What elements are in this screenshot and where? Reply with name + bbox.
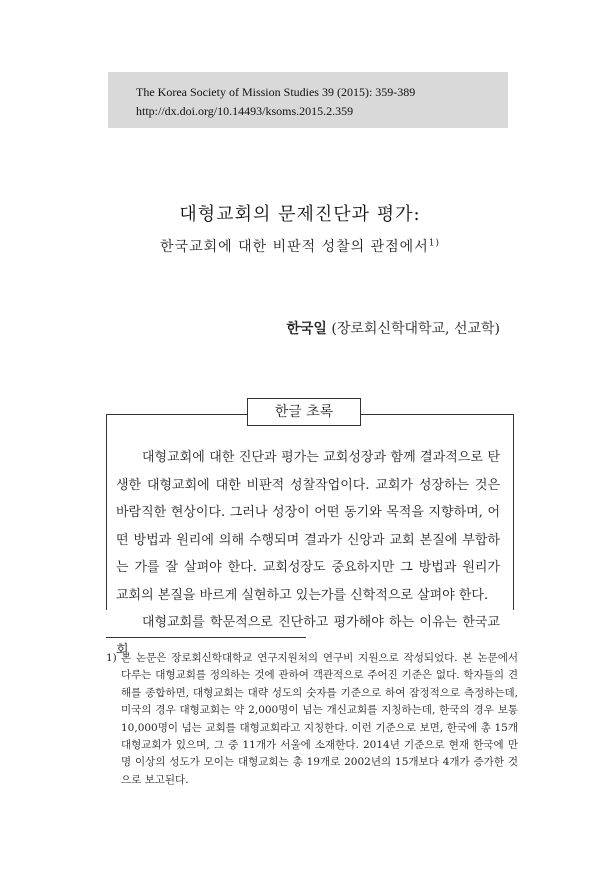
journal-header xyxy=(108,72,508,128)
footnote xyxy=(106,650,518,789)
footnote-divider xyxy=(106,637,306,638)
subtitle-text: 한국교회에 대한 비판적 성찰의 관점에서 xyxy=(160,239,429,255)
doi-link[interactable]: http://dx.doi.org/10.14493/ksoms.2015.2.359 xyxy=(136,104,354,118)
author-affiliation: (장로회신학대학교, 선교학) xyxy=(331,321,500,337)
abstract-body xyxy=(116,444,500,664)
footnote-number: 1) xyxy=(106,652,117,664)
footnote-marker[interactable]: 1) xyxy=(428,238,440,249)
author-name: 한국일 xyxy=(286,321,327,337)
abstract-paragraph-1: 대형교회에 대한 진단과 평가는 교회성장과 함께 결과적으로 탄생한 대형교회에 대한 비판적 성찰작업이다. 교회가 성장하는 것은 바람직한 현상이다. 그러나 성장이 어떤 동기와 목적을 지향하며, 어떤 방법과 원리에 의해 수행되며 결과가 신앙과 교회 본질에 부합하는 가를 잘 살펴야 한다. 교회성장도 중요하지만 그 방법과 원리가 교회의 본질을 바르게 실현하고 있는가를 신학적으로 살펴야 한다. xyxy=(116,450,500,603)
abstract-paragraph-2: 대형교회를 학문적으로 진단하고 평가해야 하는 이유는 한국교회 xyxy=(116,615,500,658)
author-line xyxy=(286,318,500,338)
citation-line: The Korea Society of Mission Studies 39 (2015): 359-389 xyxy=(136,85,416,99)
paper-title: 대형교회의 문제진단과 평가: xyxy=(179,204,421,225)
abstract-label: 한글 초록 xyxy=(247,398,361,426)
footnote-text: 본 논문은 장로회신학대학교 연구지원처의 연구비 지원으로 작성되었다. 본 논문에서 다루는 대형교회를 정의하는 것에 관하여 객관적으로 주어진 기준은 없다. 학자들의 견해를 종합하면, 대형교회는 대략 성도의 숫자를 기준으로 하여 잠정적으로 측정하는데, 미국의 경우 대형교회는 약 2,000명이 넘는 개신교회를 지칭하는데, 한국의 경우 보통 10,000명이 넘는 교회를 대형교회라고 지칭한다. 이런 기준으로 보면, 한국에 총 15개 대형교회가 있으며, 그 중 11개가 서울에 소재한다. 2014년 기준으로 현재 한국에 만 명 이상의 성도가 모이는 대형교회는 총 19개로 2002년의 15개보다 4개가 증가한 것으로 보고된다. xyxy=(121,652,518,786)
paper-subtitle xyxy=(0,236,600,256)
